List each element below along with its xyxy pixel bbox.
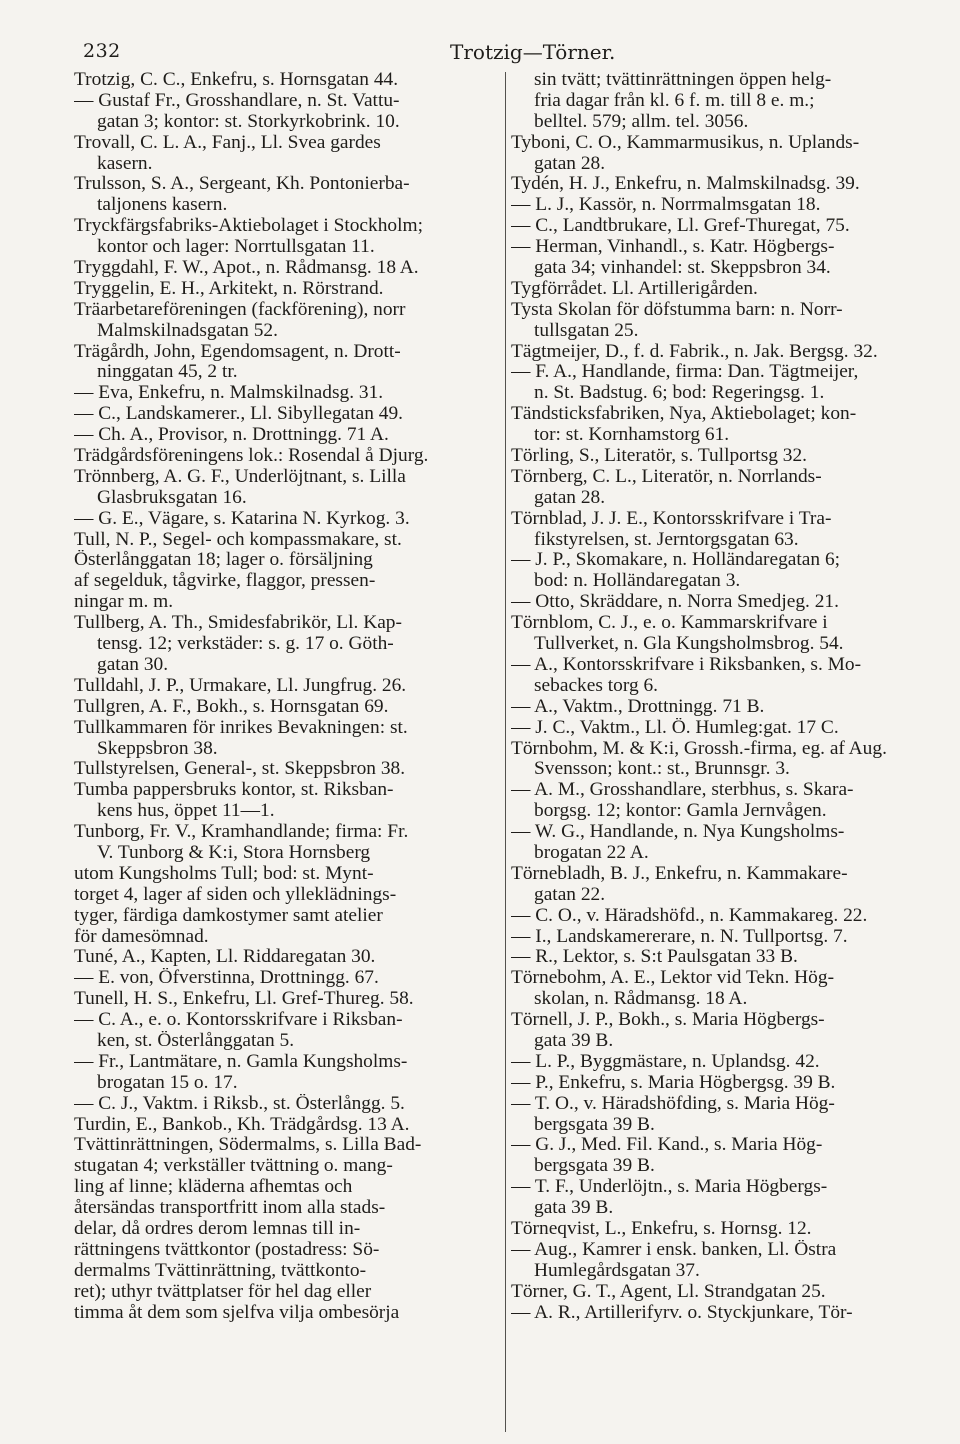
- directory-line: kasern.: [97, 153, 153, 174]
- directory-line: gatan 30.: [97, 654, 169, 675]
- directory-line: brogatan 15 o. 17.: [97, 1072, 238, 1093]
- directory-line: torget 4, lager af siden och ylleklädnings-: [74, 884, 397, 905]
- directory-line: — C. A., e. o. Kontorsskrifvare i Riksban-: [74, 1010, 403, 1031]
- directory-line: Tullverket, n. Gla Kungsholmsbrog. 54.: [534, 634, 844, 655]
- directory-line: gata 39 B.: [534, 1030, 614, 1051]
- directory-line: — C. J., Vaktm. i Riksb., st. Österlångg. 5.: [74, 1093, 405, 1114]
- directory-line: sin tvätt; tvättinrättningen öppen helg-: [534, 70, 832, 90]
- directory-line: Skeppsbron 38.: [97, 738, 218, 759]
- directory-line: — L. J., Kassör, n. Norrmalmsgatan 18.: [511, 195, 821, 216]
- directory-line: Trotzig, C. C., Enkefru, s. Hornsgatan 44.: [74, 70, 399, 90]
- directory-line: — Herman, Vinhandl., s. Katr. Högbergs-: [511, 237, 835, 258]
- directory-line: Svensson; kont.: st., Brunnsgr. 3.: [534, 759, 790, 780]
- directory-line: Törneqvist, L., Enkefru, s. Hornsg. 12.: [511, 1218, 812, 1239]
- directory-line: rättningens tvättkontor (postadress: Sö-: [74, 1239, 380, 1260]
- directory-line: fria dagar från kl. 6 f. m. till 8 e. m.;: [534, 90, 815, 111]
- directory-line: brogatan 22 A.: [534, 842, 649, 863]
- right-column: [511, 70, 947, 1323]
- directory-line: Trönnberg, A. G. F., Underlöjtnant, s. Lilla: [74, 466, 406, 487]
- directory-line: Törnblad, J. J. E., Kontorsskrifvare i Tra-: [511, 508, 832, 529]
- directory-line: Törnell, J. P., Bokh., s. Maria Högbergs-: [511, 1010, 825, 1031]
- directory-line: gatan 3; kontor: st. Storkyrkobrink. 10.: [97, 111, 400, 132]
- directory-line: skolan, n. Rådmansg. 18 A.: [534, 989, 748, 1010]
- directory-line: Tydén, H. J., Enkefru, n. Malmskilnadsg. 39.: [511, 174, 860, 195]
- directory-line: Törnblom, C. J., e. o. Kammarskrifvare i: [511, 613, 828, 634]
- directory-line: Tulldahl, J. P., Urmakare, Ll. Jungfrug. 26.: [74, 675, 407, 696]
- directory-line: — Fr., Lantmätare, n. Gamla Kungsholms-: [74, 1051, 408, 1072]
- directory-line: Österlånggatan 18; lager o. försäljning: [74, 550, 373, 571]
- directory-line: Turdin, E., Bankob., Kh. Trädgårdsg. 13 A.: [74, 1114, 410, 1135]
- directory-line: bod: n. Holländaregatan 3.: [534, 571, 741, 592]
- directory-line: Tysta Skolan för döfstumma barn: n. Norr-: [511, 299, 843, 320]
- directory-line: — E. von, Öfverstinna, Drottningg. 67.: [74, 968, 379, 989]
- directory-line: utom Kungsholms Tull; bod: st. Mynt-: [74, 863, 374, 884]
- directory-line: — I., Landskamererare, n. N. Tullportsg. 7.: [511, 926, 848, 947]
- directory-line: Tändsticksfabriken, Nya, Aktiebolaget; kon-: [511, 404, 857, 425]
- directory-line: Trulsson, S. A., Sergeant, Kh. Pontonierba-: [74, 174, 410, 195]
- directory-line: — A. M., Grosshandlare, sterbhus, s. Skara-: [511, 780, 854, 801]
- directory-line: — Otto, Skräddare, n. Norra Smedjeg. 21.: [511, 592, 839, 613]
- directory-line: bergsgata 39 B.: [534, 1114, 655, 1135]
- directory-line: gatan 28.: [534, 153, 606, 174]
- directory-line: kens hus, öppet 11—1.: [97, 801, 275, 822]
- directory-line: Glasbruksgatan 16.: [97, 487, 247, 508]
- directory-line: — G. J., Med. Fil. Kand., s. Maria Hög-: [511, 1135, 823, 1156]
- directory-line: — T. O., v. Häradshöfding, s. Maria Hög-: [511, 1093, 835, 1114]
- directory-line: gata 39 B.: [534, 1198, 614, 1219]
- directory-line: taljonens kasern.: [97, 195, 228, 216]
- directory-line: belltel. 579; allm. tel. 3056.: [534, 111, 749, 132]
- directory-line: Törnberg, C. L., Literatör, n. Norrlands-: [511, 466, 822, 487]
- running-head: Trotzig—Törner.: [450, 40, 616, 64]
- directory-line: — J. C., Vaktm., Ll. Ö. Humleg:gat. 17 C.: [511, 717, 839, 738]
- directory-line: Trägårdh, John, Egendomsagent, n. Drott-: [74, 341, 401, 362]
- directory-line: Tullkammaren för inrikes Bevakningen: st.: [74, 717, 408, 738]
- directory-line: ling af linne; kläderna afhemtas och: [74, 1177, 353, 1198]
- directory-line: — R., Lektor, s. S:t Paulsgatan 33 B.: [511, 947, 798, 968]
- column-divider: [505, 72, 506, 1432]
- directory-line: Tunborg, Fr. V., Kramhandlande; firma: Fr.: [74, 822, 409, 843]
- directory-line: Tryggdahl, F. W., Apot., n. Rådmansg. 18 A.: [74, 258, 419, 279]
- directory-line: — A., Kontorsskrifvare i Riksbanken, s. Mo-: [511, 654, 862, 675]
- directory-line: stugatan 4; verkställer tvättning o. mang-: [74, 1156, 393, 1177]
- directory-line: Träarbetareföreningen (fackförening), norr: [74, 299, 406, 320]
- directory-line: bergsgata 39 B.: [534, 1156, 655, 1177]
- directory-line: Tullberg, A. Th., Smidesfabrikör, Ll. Kap-: [74, 613, 402, 634]
- directory-line: Törnbohm, M. & K:i, Grossh.-firma, eg. af Aug.: [511, 738, 887, 759]
- directory-line: ken, st. Österlånggatan 5.: [97, 1030, 295, 1051]
- directory-line: Trovall, C. L. A., Fanj., Ll. Svea gardes: [74, 132, 381, 153]
- directory-line: för damesömnad.: [74, 926, 209, 947]
- directory-line: — Eva, Enkefru, n. Malmskilnadsg. 31.: [74, 383, 384, 404]
- directory-line: — Aug., Kamrer i ensk. banken, Ll. Östra: [511, 1239, 837, 1260]
- directory-line: — A., Vaktm., Drottningg. 71 B.: [511, 696, 765, 717]
- directory-line: timma åt dem som sjelfva vilja ombesörja: [74, 1302, 400, 1323]
- directory-line: kontor och lager: Norrtullsgatan 11.: [97, 237, 375, 258]
- directory-line: Tygförrådet. Ll. Artillerigården.: [511, 278, 758, 299]
- directory-line: Trädgårdsföreningens lok.: Rosendal å Djurg.: [74, 446, 429, 467]
- directory-line: ningar m. m.: [74, 592, 174, 613]
- directory-line: Tunell, H. S., Enkefru, Ll. Gref-Thureg. 58.: [74, 989, 414, 1010]
- directory-line: Tryggelin, E. H., Arkitekt, n. Rörstrand.: [74, 278, 384, 299]
- directory-line: — A. R., Artillerifyrv. o. Styckjunkare, Tör-: [511, 1302, 853, 1323]
- directory-line: Tull, N. P., Segel- och kompassmakare, st.: [74, 529, 402, 550]
- directory-line: Törnebladh, B. J., Enkefru, n. Kammakare-: [511, 863, 848, 884]
- directory-line: Tryckfärgsfabriks-Aktiebolaget i Stockholm;: [74, 216, 423, 237]
- directory-line: — T. F., Underlöjtn., s. Maria Högbergs-: [511, 1177, 828, 1198]
- directory-line: Tuné, A., Kapten, Ll. Riddaregatan 30.: [74, 947, 376, 968]
- directory-line: — Gustaf Fr., Grosshandlare, n. St. Vattu-: [74, 90, 400, 111]
- directory-line: Tumba pappersbruks kontor, st. Riksban-: [74, 780, 394, 801]
- directory-line: delar, då ordres derom lemnas till in-: [74, 1218, 361, 1239]
- directory-line: — J. P., Skomakare, n. Holländaregatan 6;: [511, 550, 841, 571]
- directory-line: Törling, S., Literatör, s. Tullportsg 32.: [511, 446, 808, 467]
- directory-line: Tyboni, C. O., Kammarmusikus, n. Uplands-: [511, 132, 860, 153]
- directory-line: n. St. Badstug. 6; bod: Regeringsg. 1.: [534, 383, 825, 404]
- left-column: [74, 70, 504, 1323]
- directory-line: — C. O., v. Häradshöfd., n. Kammakareg. 22.: [511, 905, 868, 926]
- directory-line: — G. E., Vägare, s. Katarina N. Kyrkog. 3.: [74, 508, 410, 529]
- directory-line: gata 34; vinhandel: st. Skeppsbron 34.: [534, 258, 831, 279]
- directory-line: Tullgren, A. F., Bokh., s. Hornsgatan 69.: [74, 696, 389, 717]
- directory-line: fikstyrelsen, st. Jerntorgsgatan 63.: [534, 529, 799, 550]
- directory-line: — P., Enkefru, s. Maria Högbergsg. 39 B.: [511, 1072, 836, 1093]
- directory-line: Tullstyrelsen, General-, st. Skeppsbron 38.: [74, 759, 406, 780]
- directory-line: tyger, färdiga damkostymer samt atelier: [74, 905, 383, 926]
- page-header: [0, 40, 960, 66]
- directory-line: V. Tunborg & K:i, Stora Hornsberg: [97, 842, 371, 863]
- directory-line: — Ch. A., Provisor, n. Drottningg. 71 A.: [74, 425, 389, 446]
- directory-line: gatan 22.: [534, 884, 606, 905]
- directory-line: Humlegårdsgatan 37.: [534, 1260, 700, 1281]
- directory-line: sebackes torg 6.: [534, 675, 659, 696]
- directory-line: ret); uthyr tvättplatser för hel dag eller: [74, 1281, 372, 1302]
- directory-line: — C., Landskamerer., Ll. Sibyllegatan 49.: [74, 404, 404, 425]
- directory-line: ninggatan 45, 2 tr.: [97, 362, 238, 383]
- directory-line: Törnebohm, A. E., Lektor vid Tekn. Hög-: [511, 968, 835, 989]
- directory-line: Törner, G. T., Agent, Ll. Strandgatan 25.: [511, 1281, 826, 1302]
- directory-line: Tägtmeijer, D., f. d. Fabrik., n. Jak. Bergsg. 32.: [511, 341, 878, 362]
- directory-line: Malmskilnadsgatan 52.: [97, 320, 278, 341]
- directory-line: Tvättinrättningen, Södermalms, s. Lilla Bad-: [74, 1135, 422, 1156]
- directory-line: tor: st. Kornhamstorg 61.: [534, 425, 730, 446]
- directory-line: borgsg. 12; kontor: Gamla Jernvågen.: [534, 801, 827, 822]
- directory-line: — C., Landtbrukare, Ll. Gref-Thuregat, 75.: [511, 216, 850, 237]
- directory-line: — L. P., Byggmästare, n. Uplandsg. 42.: [511, 1051, 820, 1072]
- directory-line: dermalms Tvättinrättning, tvättkonto-: [74, 1260, 367, 1281]
- directory-line: återsändas transportfritt inom alla stads-: [74, 1198, 386, 1219]
- directory-line: tensg. 12; verkstäder: s. g. 17 o. Göth-: [97, 634, 394, 655]
- directory-line: tullsgatan 25.: [534, 320, 639, 341]
- directory-line: — W. G., Handlande, n. Nya Kungsholms-: [511, 822, 845, 843]
- directory-line: gatan 28.: [534, 487, 606, 508]
- directory-line: — F. A., Handlande, firma: Dan. Tägtmeijer,: [511, 362, 859, 383]
- directory-line: af segelduk, tågvirke, flaggor, pressen-: [74, 571, 376, 592]
- page-number: 232: [83, 40, 121, 62]
